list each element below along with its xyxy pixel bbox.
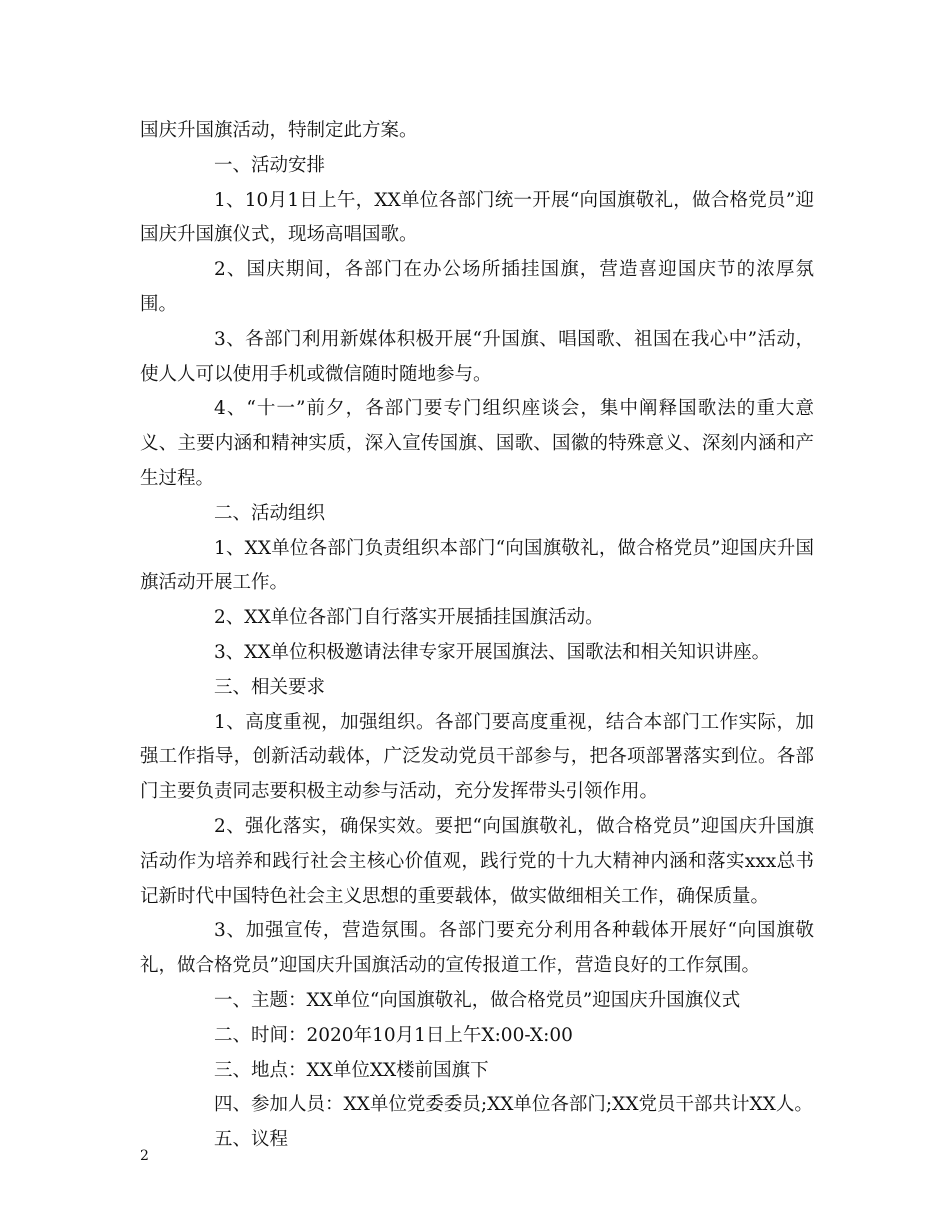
paragraph: 1、10月1日上午，XX单位各部门统一开展“向国旗敬礼，做合格党员”迎国庆升国旗仪式，现场高唱国歌。 xyxy=(140,189,814,246)
paragraph: 3、XX单位积极邀请法律专家开展国旗法、国歌法和相关知识讲座。 xyxy=(214,641,771,663)
section-heading: 一、活动安排 xyxy=(214,154,326,176)
paragraph: 二、时间：2020年10月1日上午X:00-X:00 xyxy=(214,1024,573,1046)
paragraph: 三、地点：XX单位XX楼前国旗下 xyxy=(214,1059,489,1081)
paragraph: 3、加强宣传，营造氛围。各部门要充分利用各种载体开展好“向国旗敬礼，做合格党员”迎国庆升国旗活动的宣传报道工作，营造良好的工作氛围。 xyxy=(140,920,814,977)
paragraph: 2、国庆期间，各部门在办公场所插挂国旗，营造喜迎国庆节的浓厚氛围。 xyxy=(140,259,814,315)
paragraph: 2、强化落实，确保实效。要把“向国旗敬礼，做合格党员”迎国庆升国旗活动作为培养和践行社会主核心价值观，践行党的十九大精神内涵和落实xxx总书记新时代中国特色社会主义思想的重要载体，做实做细相关工作，确保质量。 xyxy=(140,815,814,907)
paragraph: 国庆升国旗活动，特制定此方案。 xyxy=(140,120,418,141)
paragraph: 一、主题：XX单位“向国旗敬礼，做合格党员”迎国庆升国旗仪式 xyxy=(214,989,741,1011)
paragraph: 2、XX单位各部门自行落实开展插挂国旗活动。 xyxy=(214,607,604,629)
paragraph: 1、高度重视，加强组织。各部门要高度重视，结合本部门工作实际，加强工作指导，创新活动载体，广泛发动党员干部参与，把各项部署落实到位。各部门主要负责同志要积极主动参与活动，充分发挥带头引领作用。 xyxy=(140,711,814,803)
page-number: 2 xyxy=(140,1148,149,1164)
document-body xyxy=(140,114,814,1158)
section-heading: 五、议程 xyxy=(214,1129,289,1151)
paragraph: 3、各部门利用新媒体积极开展“升国旗、唱国歌、祖国在我心中”活动，使人人可以使用手机或微信随时随地参与。 xyxy=(140,328,814,385)
paragraph: 1、XX单位各部门负责组织本部门“向国旗敬礼，做合格党员”迎国庆升国旗活动开展工作。 xyxy=(140,537,814,594)
section-heading: 三、相关要求 xyxy=(214,676,326,698)
section-heading: 二、活动组织 xyxy=(214,502,326,524)
paragraph: 4、“十一”前夕，各部门要专门组织座谈会，集中阐释国歌法的重大意义、主要内涵和精神实质，深入宣传国旗、国歌、国徽的特殊意义、深刻内涵和产生过程。 xyxy=(140,398,814,489)
paragraph: 四、参加人员：XX单位党委委员;XX单位各部门;XX党员干部共计XX人。 xyxy=(214,1094,813,1116)
